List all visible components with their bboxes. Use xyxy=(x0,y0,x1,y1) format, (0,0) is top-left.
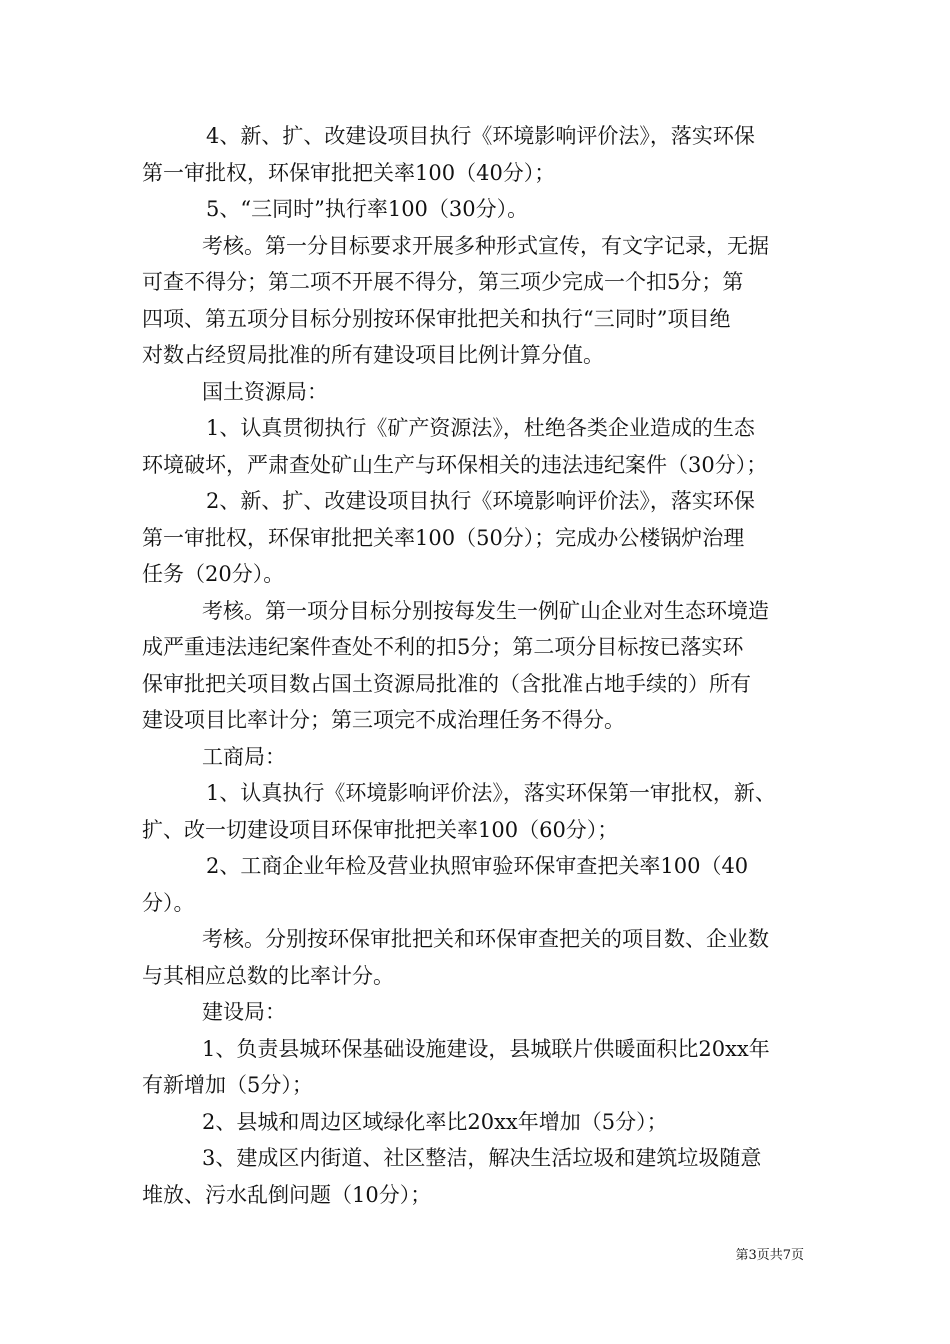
text-line: 分）。 xyxy=(142,890,195,915)
text-line: 建设项目比率计分；第三项完不成治理任务不得分。 xyxy=(142,708,625,732)
text-line: 4、新、扩、改建设项目执行《环境影响评价法》，落实环保 xyxy=(206,124,755,148)
text-line: 1、认真贯彻执行《矿产资源法》，杜绝各类企业造成的生态 xyxy=(206,416,755,440)
text-line: 2、新、扩、改建设项目执行《环境影响评价法》，落实环保 xyxy=(206,489,755,513)
text-line: 保审批把关项目数占国土资源局批准的（含批准占地手续的）所有 xyxy=(142,671,751,696)
text-line: 对数占经贸局批准的所有建设项目比例计算分值。 xyxy=(142,343,604,367)
text-line: 考核。第一分目标要求开展多种形式宣传，有文字记录，无据 xyxy=(202,233,769,258)
text-line: 成严重违法违纪案件查处不利的扣5分；第二项分目标按已落实环 xyxy=(142,635,744,659)
text-line: 可查不得分；第二项不开展不得分，第三项少完成一个扣5分；第 xyxy=(142,270,744,294)
text-line: 1、认真执行《环境影响评价法》，落实环保第一审批权，新、 xyxy=(206,781,776,805)
text-line: 扩、改一切建设项目环保审批把关率100（60分）； xyxy=(142,817,619,842)
text-line: 堆放、污水乱倒问题（10分）； xyxy=(142,1182,432,1207)
text-line: 有新增加（5分）； xyxy=(142,1073,313,1097)
text-line: 第一审批权，环保审批把关率100（50分）；完成办公楼锅炉治理 xyxy=(142,525,745,550)
text-line: 1、负责县城环保基础设施建设，县城联片供暖面积比20xx年 xyxy=(202,1036,770,1061)
section-heading: 建设局： xyxy=(202,1000,286,1024)
text-line: 与其相应总数的比率计分。 xyxy=(142,963,394,988)
text-line: 3、建成区内街道、社区整洁，解决生活垃圾和建筑垃圾随意 xyxy=(202,1146,762,1170)
document-body xyxy=(142,118,812,1213)
page-number: 第3页共7页 xyxy=(735,1248,804,1263)
text-line: 5、“三同时”执行率100（30分）。 xyxy=(206,197,529,221)
text-line: 四项、第五项分目标分别按环保审批把关和执行“三同时”项目绝 xyxy=(142,306,731,331)
text-line: 2、县城和周边区域绿化率比20xx年增加（5分）； xyxy=(202,1109,668,1134)
text-line: 考核。第一项分目标分别按每发生一例矿山企业对生态环境造 xyxy=(202,598,769,623)
text-line: 第一审批权，环保审批把关率100（40分）； xyxy=(142,160,556,185)
text-line: 2、工商企业年检及营业执照审验环保审查把关率100（40 xyxy=(206,854,749,878)
section-heading: 国土资源局： xyxy=(202,379,328,404)
text-line: 任务（20分）。 xyxy=(142,562,285,586)
text-line: 考核。分别按环保审批把关和环保审查把关的项目数、企业数 xyxy=(202,927,769,951)
section-heading: 工商局： xyxy=(202,744,286,769)
text-line: 环境破坏，严肃查处矿山生产与环保相关的违法违纪案件（30分）； xyxy=(142,452,768,477)
